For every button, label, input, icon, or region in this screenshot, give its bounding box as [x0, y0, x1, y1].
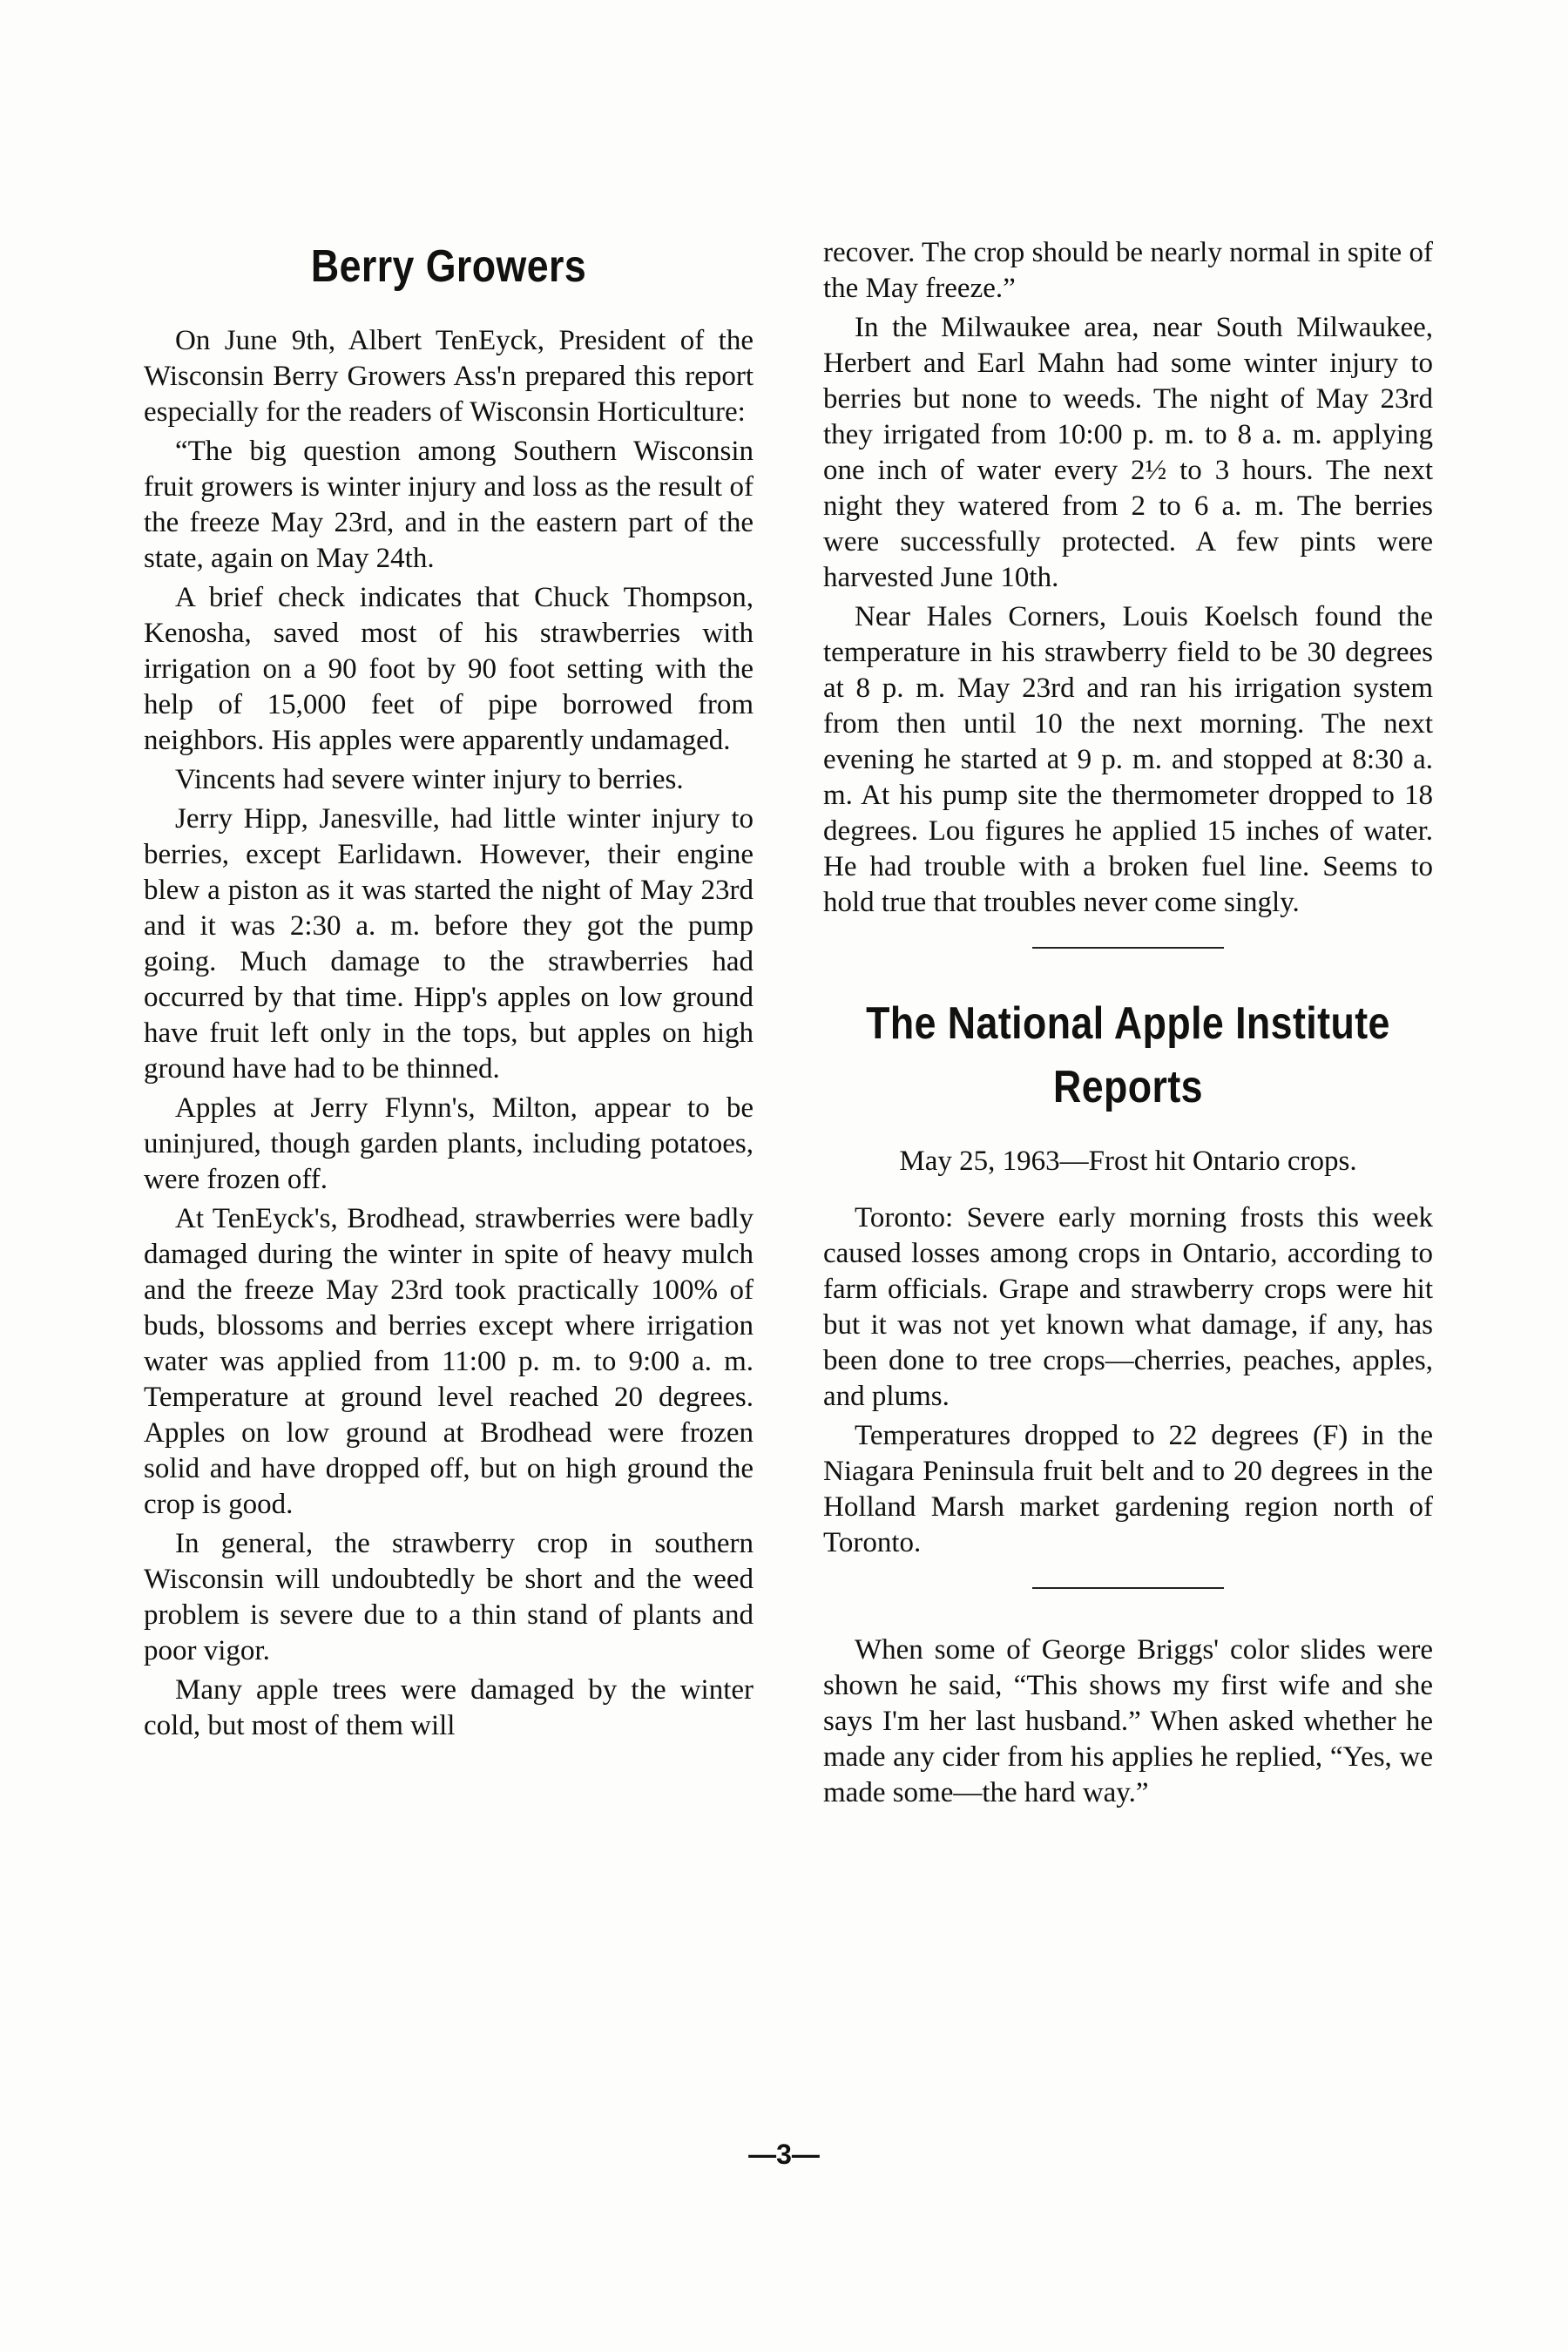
- apple-institute-heading: The National Apple Institute Reports: [866, 998, 1390, 1112]
- left-column: [144, 235, 754, 1747]
- section-divider-2: [1032, 1587, 1224, 1589]
- page-number: —3—: [748, 2139, 820, 2170]
- right-paragraph-1: In the Milwaukee area, near South Milwaukee, Herbert and Earl Mahn had some winter injury to berries but none to weeds. The night of May 23rd they irrigated from 10:00 p. m. to 8 a. m. applying one inch of water every 2½ to 3 hours. The next night they watered from 2 to 6 a. m. The berries were successfully protected. A few pints were harvested June 10th.: [823, 312, 1433, 593]
- left-paragraph-2: “The big question among Southern Wisconsin fruit growers is winter injury and loss as the result of the freeze May 23rd, and in the eastern part of the state, again on May 24th.: [144, 435, 754, 574]
- left-paragraph-3: A brief check indicates that Chuck Thompson, Kenosha, saved most of his strawberries with irrigation on a 90 foot by 90 foot setting with the help of 15,000 feet of pipe borrowed from neighbors. His apples were apparently undamaged.: [144, 581, 754, 756]
- apple-paragraph-1: Toronto: Severe early morning frosts this week caused losses among crops in Ontario, according to farm officials. Grape and strawberry crops were hit but it was not yet known what damage, if any, has been done to tree crops—cherries, peaches, apples, and plums.: [823, 1201, 1433, 1412]
- left-paragraph-9: Many apple trees were damaged by the winter cold, but most of them will: [144, 1673, 754, 1741]
- anecdote-paragraph: When some of George Briggs' color slides were shown he said, “This shows my first wife and she says I'm her last husband.” When asked whether he made any cider from his applies he replied, “Yes, we made some—the hard way.”: [823, 1633, 1433, 1808]
- right-continuation: recover. The crop should be nearly normal in spite of the May freeze.”: [823, 237, 1433, 304]
- right-paragraph-2: Near Hales Corners, Louis Koelsch found the temperature in his strawberry field to be 30 degrees at 8 p. m. May 23rd and ran his irrigation system from then until 10 the next morning. The next evening he started at 9 p. m. and stopped at 8:30 a. m. At his pump site the thermometer dropped to 18 degrees. Lou figures he applied 15 inches of water. He had trouble with a broken fuel line. Seems to hold true that troubles never come singly.: [823, 601, 1433, 918]
- right-column: [823, 235, 1433, 1815]
- left-paragraph-4: Vincents had severe winter injury to berries.: [175, 763, 684, 795]
- section-divider-1: [1032, 947, 1224, 949]
- apple-paragraph-2: Temperatures dropped to 22 degrees (F) in the Niagara Peninsula fruit belt and to 20 degrees in the Holland Marsh market gardening region north of Toronto.: [823, 1419, 1433, 1558]
- left-paragraph-8: In general, the strawberry crop in southern Wisconsin will undoubtedly be short and the weed problem is severe due to a thin stand of plants and poor vigor.: [144, 1527, 754, 1666]
- left-paragraph-1: On June 9th, Albert TenEyck, President of the Wisconsin Berry Growers Ass'n prepared this report especially for the readers of Wisconsin Horticulture:: [144, 324, 754, 428]
- left-paragraph-7: At TenEyck's, Brodhead, strawberries were badly damaged during the winter in spite of heavy mulch and the freeze May 23rd took practically 100% of buds, blossoms and berries except where irrigation water was applied from 11:00 p. m. to 9:00 a. m. Temperature at ground level reached 20 degrees. Apples on low ground at Brodhead were frozen solid and have dropped off, but on high ground the crop is good.: [144, 1202, 754, 1520]
- berry-growers-heading: Berry Growers: [310, 241, 587, 292]
- left-paragraph-5: Jerry Hipp, Janesville, had little winter injury to berries, except Earlidawn. However, their engine blew a piston as it was started the night of May 23rd and it was 2:30 a. m. before they got the pump going. Much damage to the strawberries had occurred by that time. Hipp's apples on low ground have fruit left only in the tops, but apples on high ground have had to be thinned.: [144, 802, 754, 1085]
- dateline: May 25, 1963—Frost hit Ontario crops.: [899, 1145, 1357, 1177]
- left-paragraph-6: Apples at Jerry Flynn's, Milton, appear to be uninjured, though garden plants, including potatoes, were frozen off.: [144, 1092, 754, 1195]
